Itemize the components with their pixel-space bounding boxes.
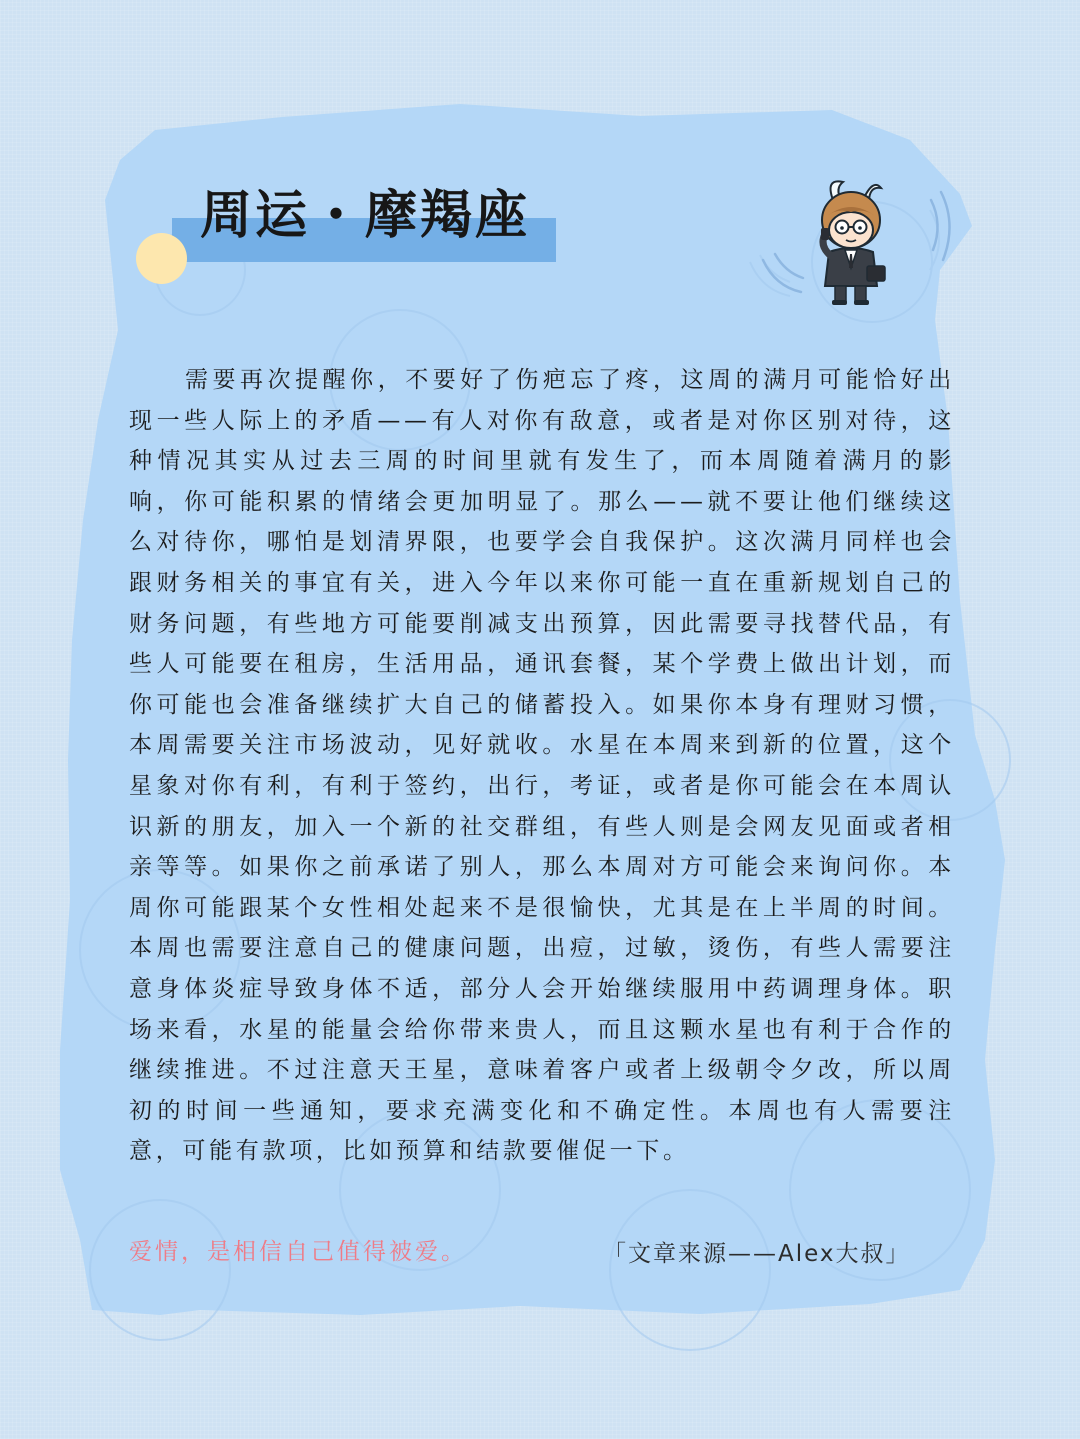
page-title: 周运・摩羯座 <box>200 186 531 246</box>
title-dot-decoration <box>136 233 187 284</box>
article-body: 需要再次提醒你，不要好了伤疤忘了疼，这周的满月可能恰好出现一些人际上的矛盾——有人对你有敌意，或者是对你区别对待，这种情况其实从过去三周的时间里就有发生了，而本周随着满月的影响，你可能积累的情绪会更加明显了。那么——就不要让他们继续这么对待你，哪怕是划清界限，也要学会自我保护。这次满月同样也会跟财务相关的事宜有关，进入今年以来你可能一直在重新规划自己的财务问题，有些地方可能要削减支出预算，因此需要寻找替代品，有些人可能要在租房，生活用品，通讯套餐，某个学费上做出计划，而你可能也会准备继续扩大自己的储蓄投入。如果你本身有理财习惯，本周需要关注市场波动，见好就收。水星在本周来到新的位置，这个星象对你有利，有利于签约，出行，考证，或者是你可能会在本周认识新的朋友，加入一个新的社交群组，有些人则是会网友见面或者相亲等等。如果你之前承诺了别人，那么本周对方可能会来询问你。本周你可能跟某个女性相处起来不是很愉快，尤其是在上半周的时间。本周也需要注意自己的健康问题，出痘，过敏，烫伤，有些人需要注意身体炎症导致身体不适，部分人会开始继续服用中药调理身体。职场来看，水星的能量会给你带来贵人，而且这颗水星也有利于合作的继续推进。不过注意天王星，意味着客户或者上级朝令夕改，所以周初的时间一些通知，要求充满变化和不确定性。本周也有人需要注意，可能有款项，比如预算和结款要催促一下。 <box>129 367 955 1165</box>
capricorn-uncle-mascot-icon <box>755 172 955 307</box>
article-source: 「文章来源——Alex大叔」 <box>603 1241 911 1267</box>
love-quote: 爱情，是相信自己值得被爱。 <box>129 1239 467 1265</box>
